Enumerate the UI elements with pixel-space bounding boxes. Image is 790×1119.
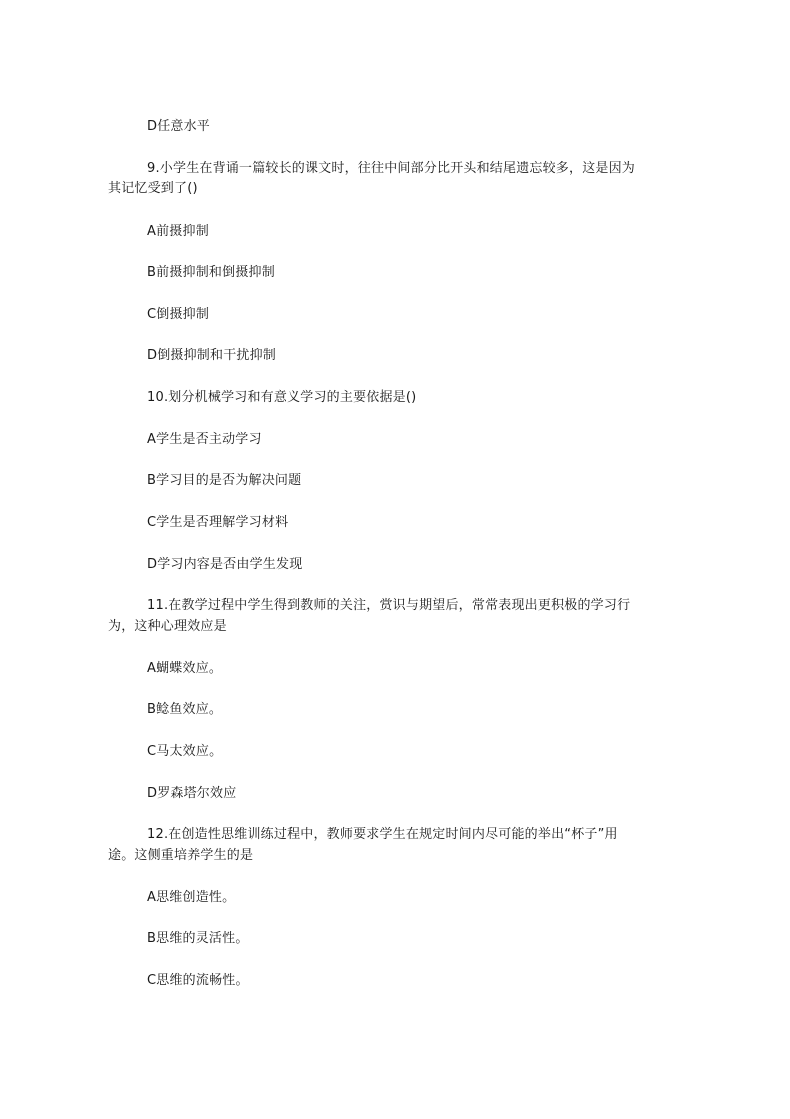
option-line: D罗森塔尔效应 <box>147 786 237 801</box>
option-line: B思维的灵活性。 <box>147 931 249 946</box>
question-12-line: 12.在创造性思维训练过程中，教师要求学生在规定时间内尽可能的举出“杯子”用 <box>147 827 618 842</box>
question-11-line: 11.在教学过程中学生得到教师的关注，赏识与期望后，常常表现出更积极的学习行 <box>147 598 631 613</box>
option-line: B鲶鱼效应。 <box>147 702 223 717</box>
option-line: A蝴蝶效应。 <box>147 661 223 676</box>
option-line: D倒摄抑制和干扰抑制 <box>147 348 277 363</box>
question-10-line: 10.划分机械学习和有意义学习的主要依据是() <box>147 390 417 405</box>
option-line: D任意水平 <box>147 119 211 134</box>
option-line: D学习内容是否由学生发现 <box>147 557 303 572</box>
option-line: A学生是否主动学习 <box>147 432 262 447</box>
option-line: C马太效应。 <box>147 744 223 759</box>
option-line: A思维创造性。 <box>147 890 236 905</box>
option-line: B前摄抑制和倒摄抑制 <box>147 265 275 280</box>
option-line: C倒摄抑制 <box>147 307 210 322</box>
question-12-continuation: 途。这侧重培养学生的是 <box>108 848 254 863</box>
question-11-continuation: 为，这种心理效应是 <box>108 619 227 634</box>
option-line: C学生是否理解学习材料 <box>147 515 289 530</box>
question-9-line: 9.小学生在背诵一篇较长的课文时，往往中间部分比开头和结尾遗忘较多，这是因为 <box>147 161 636 176</box>
question-9-continuation: 其记忆受到了() <box>108 181 198 196</box>
option-line: C思维的流畅性。 <box>147 973 249 988</box>
option-line: A前摄抑制 <box>147 224 209 239</box>
option-line: B学习目的是否为解决问题 <box>147 473 302 488</box>
